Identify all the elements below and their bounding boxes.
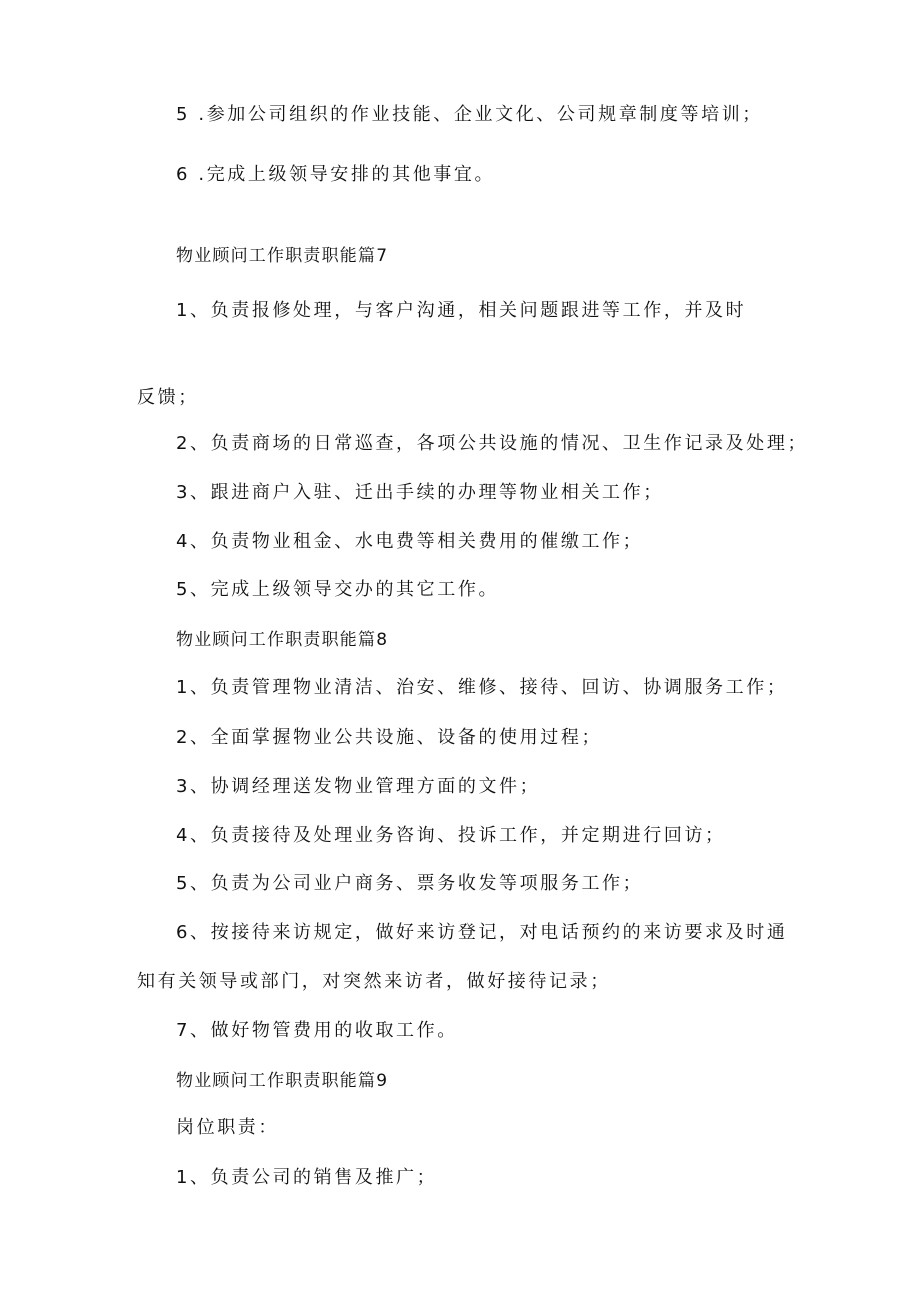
- paragraph-line: 2、负责商场的日常巡查，各项公共设施的情况、卫生作记录及处理；: [176, 433, 809, 454]
- paragraph-line: 1、负责管理物业清洁、治安、维修、接待、回访、协调服务工作；: [176, 677, 788, 698]
- paragraph-line: 7、做好物管费用的收取工作。: [176, 1020, 458, 1041]
- paragraph-line: 6 .完成上级领导安排的其他事宜。: [176, 164, 496, 185]
- paragraph-line: 3、跟进商户入驻、迁出手续的办理等物业相关工作；: [176, 482, 664, 503]
- paragraph-line: 反馈；: [137, 387, 199, 408]
- paragraph-line: 2、全面掌握物业公共设施、设备的使用过程；: [176, 727, 603, 748]
- paragraph-line: 4、负责物业租金、水电费等相关费用的催缴工作；: [176, 531, 644, 552]
- section-heading: 物业顾问工作职责职能篇9: [176, 1071, 389, 1091]
- paragraph-line: 3、协调经理送发物业管理方面的文件；: [176, 776, 541, 797]
- paragraph-line: 6、按接待来访规定，做好来访登记，对电话预约的来访要求及时通: [176, 922, 788, 943]
- paragraph-line: 5、完成上级领导交办的其它工作。: [176, 579, 500, 600]
- section-heading: 物业顾问工作职责职能篇8: [176, 630, 389, 650]
- section-heading: 物业顾问工作职责职能篇7: [176, 246, 389, 266]
- paragraph-line: 知有关领导或部门，对突然来访者，做好接待记录；: [137, 971, 611, 992]
- paragraph-line: 岗位职责：: [176, 1117, 279, 1138]
- paragraph-line: 1、负责公司的销售及推广；: [176, 1167, 438, 1188]
- paragraph-line: 5 .参加公司组织的作业技能、企业文化、公司规章制度等培训；: [176, 104, 763, 125]
- paragraph-line: 4、负责接待及处理业务咨询、投诉工作，并定期进行回访；: [176, 825, 726, 846]
- paragraph-line: 1、负责报修处理，与客户沟通，相关问题跟进等工作，并及时: [176, 300, 747, 321]
- paragraph-line: 5、负责为公司业户商务、票务收发等项服务工作；: [176, 873, 644, 894]
